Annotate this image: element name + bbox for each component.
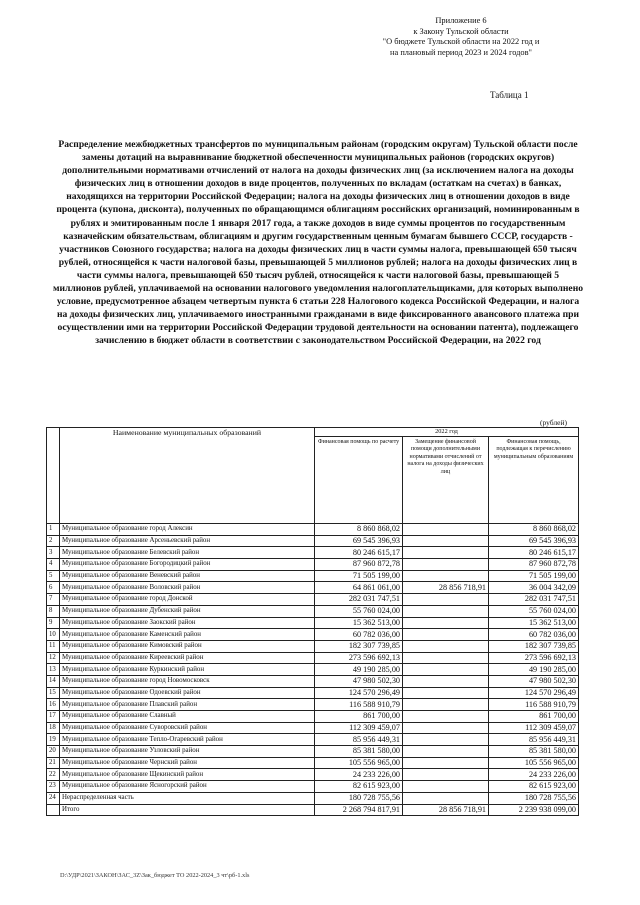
table-header-row bbox=[47, 428, 579, 437]
aid-to-transfer: 15 362 513,00 bbox=[489, 617, 579, 629]
aid-to-transfer: 36 004 342,09 bbox=[489, 582, 579, 594]
table-row bbox=[47, 757, 579, 769]
table-row bbox=[47, 524, 579, 536]
replacement-amount bbox=[403, 629, 489, 641]
aid-to-transfer: 55 760 024,00 bbox=[489, 605, 579, 617]
table-row bbox=[47, 570, 579, 582]
table-row bbox=[47, 617, 579, 629]
replacement-amount bbox=[403, 547, 489, 559]
municipality-name: Муниципальное образование Каменский район bbox=[60, 629, 315, 641]
row-number: 6 bbox=[47, 582, 60, 594]
replacement-amount bbox=[403, 769, 489, 781]
table-body bbox=[47, 524, 579, 816]
row-number: 21 bbox=[47, 757, 60, 769]
header-col-2: Замещение финансовой помощи дополнительными нормативами отчислений от налога на доходы физических лиц bbox=[403, 437, 489, 524]
aid-to-transfer: 116 588 910,79 bbox=[489, 699, 579, 711]
row-number: 5 bbox=[47, 570, 60, 582]
calculated-aid: 861 700,00 bbox=[315, 711, 403, 723]
calculated-aid: 24 233 226,00 bbox=[315, 769, 403, 781]
table-row bbox=[47, 582, 579, 594]
replacement-amount bbox=[403, 757, 489, 769]
municipality-name: Муниципальное образование город Новомосковск bbox=[60, 675, 315, 687]
table-row bbox=[47, 605, 579, 617]
aid-to-transfer: 69 545 396,93 bbox=[489, 535, 579, 547]
row-number: 23 bbox=[47, 781, 60, 793]
municipality-name: Муниципальное образование Славный bbox=[60, 711, 315, 723]
header-col-3: Финансовая помощь, подлежащая к перечислению муниципальным образованиям bbox=[489, 437, 579, 524]
table-label: Таблица 1 bbox=[490, 90, 529, 100]
document-title: Распределение межбюджетных трансфертов по муниципальным районам (городским округам) Тульской области после замены дотаций на выравнивание бюджетной обеспеченности муниципальных районов (городских округов) дополнительными нормативами отчислений от налога на доходы физических лиц (за исключением налога на доходы физических лиц в отношении доходов в виде процентов, полученных по вкладам (остаткам на счетах) в банках, находящихся на территории Российской Федерации; налога на доходы физических лиц в отношении доходов в виде процента (купона, дисконта), полученных по обращающимся облигациям российских организаций, номинированным в рублях и эмитированным после 1 января 2017 года, а также доходов в виде суммы процентов по государственным казначейским обязательствам, облигациям и другим государственным ценным бумагам бывшего СССР, государств - участников Союзного государства; налога на доходы физических лиц в части суммы налога, превышающей 650 тысяч рублей, относящейся к части налоговой базы, превышающей 5 миллионов рублей; налога на доходы физических лиц в части суммы налога, превышающей 650 тысяч рублей, относящейся к части налоговой базы, превышающей 5 миллионов рублей, уплачиваемой на основании налогового уведомления налогоплательщиками, для которых выполнено условие, предусмотренное абзацем четвертым пункта 6 статьи 228 Налогового кодекса Российской Федерации, и налога на доходы физических лиц, уплачиваемого иностранными гражданами в виде фиксированного авансового платежа при осуществлении ими на территории Российской Федерации трудовой деятельности на основании патента), подлежащего зачислению в бюджет области в соответствии с законодательством Российской Федерации, на 2022 год bbox=[52, 139, 584, 347]
row-number: 17 bbox=[47, 711, 60, 723]
aid-to-transfer: 49 190 285,00 bbox=[489, 664, 579, 676]
footer-file-path: D:\УДР\2021\ЗАКОН\ЗАС_3Z\Зак_бюджет ТО 2022-2024_3 чт\рб-1.xls bbox=[60, 872, 250, 879]
municipality-name: Муниципальное образование Воловский район bbox=[60, 582, 315, 594]
municipality-name: Муниципальное образование город Алексин bbox=[60, 524, 315, 536]
municipality-name: Муниципальное образование Белевский район bbox=[60, 547, 315, 559]
municipality-name: Муниципальное образование Дубенский район bbox=[60, 605, 315, 617]
municipality-name: Муниципальное образование Ясногорский район bbox=[60, 781, 315, 793]
table-row bbox=[47, 792, 579, 804]
calculated-aid: 15 362 513,00 bbox=[315, 617, 403, 629]
table-row bbox=[47, 746, 579, 758]
calculated-aid: 64 861 061,00 bbox=[315, 582, 403, 594]
municipality-name: Муниципальное образование Тепло-Огаревский район bbox=[60, 734, 315, 746]
table-total-row bbox=[47, 804, 579, 816]
total-replacement-amount: 28 856 718,91 bbox=[403, 804, 489, 816]
calculated-aid: 8 860 868,02 bbox=[315, 524, 403, 536]
appendix-line-3: "О бюджете Тульской области на 2022 год и bbox=[382, 37, 540, 46]
replacement-amount bbox=[403, 652, 489, 664]
row-number: 15 bbox=[47, 687, 60, 699]
row-number: 7 bbox=[47, 594, 60, 606]
calculated-aid: 182 307 739,85 bbox=[315, 640, 403, 652]
replacement-amount bbox=[403, 734, 489, 746]
aid-to-transfer: 282 031 747,51 bbox=[489, 594, 579, 606]
replacement-amount bbox=[403, 722, 489, 734]
calculated-aid: 273 596 692,13 bbox=[315, 652, 403, 664]
aid-to-transfer: 71 505 199,00 bbox=[489, 570, 579, 582]
municipality-name: Муниципальное образование Чернский район bbox=[60, 757, 315, 769]
calculated-aid: 87 960 872,78 bbox=[315, 559, 403, 571]
header-year: 2022 год bbox=[315, 428, 579, 437]
appendix-line-1: Приложение 6 bbox=[435, 16, 487, 25]
aid-to-transfer: 87 960 872,78 bbox=[489, 559, 579, 571]
row-number: 11 bbox=[47, 640, 60, 652]
aid-to-transfer: 85 381 580,00 bbox=[489, 746, 579, 758]
calculated-aid: 80 246 615,17 bbox=[315, 547, 403, 559]
calculated-aid: 116 588 910,79 bbox=[315, 699, 403, 711]
replacement-amount bbox=[403, 792, 489, 804]
municipality-name: Муниципальное образование Щекинский район bbox=[60, 769, 315, 781]
table-row bbox=[47, 781, 579, 793]
appendix-line-2: к Закону Тульской области bbox=[413, 26, 509, 36]
table-row bbox=[47, 547, 579, 559]
total-number bbox=[47, 804, 60, 816]
municipality-name: Муниципальное образование Киреевский район bbox=[60, 652, 315, 664]
aid-to-transfer: 182 307 739,85 bbox=[489, 640, 579, 652]
table-row bbox=[47, 711, 579, 723]
row-number: 22 bbox=[47, 769, 60, 781]
calculated-aid: 124 570 296,49 bbox=[315, 687, 403, 699]
row-number: 20 bbox=[47, 746, 60, 758]
header-index-cell bbox=[47, 428, 60, 524]
aid-to-transfer: 24 233 226,00 bbox=[489, 769, 579, 781]
municipality-name: Муниципальное образование Суворовский район bbox=[60, 722, 315, 734]
municipality-name: Муниципальное образование Заокский район bbox=[60, 617, 315, 629]
municipality-name: Муниципальное образование Богородицкий район bbox=[60, 559, 315, 571]
total-aid-to-transfer: 2 239 938 099,00 bbox=[489, 804, 579, 816]
aid-to-transfer: 80 246 615,17 bbox=[489, 547, 579, 559]
calculated-aid: 180 728 755,56 bbox=[315, 792, 403, 804]
transfers-table bbox=[46, 427, 579, 816]
calculated-aid: 69 545 396,93 bbox=[315, 535, 403, 547]
row-number: 16 bbox=[47, 699, 60, 711]
row-number: 12 bbox=[47, 652, 60, 664]
header-col-1: Финансовая помощь по расчету bbox=[315, 437, 403, 524]
calculated-aid: 105 556 965,00 bbox=[315, 757, 403, 769]
table-row bbox=[47, 664, 579, 676]
municipality-name: Муниципальное образование Узловский район bbox=[60, 746, 315, 758]
replacement-amount bbox=[403, 535, 489, 547]
row-number: 4 bbox=[47, 559, 60, 571]
replacement-amount bbox=[403, 570, 489, 582]
appendix-block bbox=[330, 16, 592, 58]
table-row bbox=[47, 699, 579, 711]
table-row bbox=[47, 652, 579, 664]
table-row bbox=[47, 687, 579, 699]
replacement-amount bbox=[403, 664, 489, 676]
replacement-amount bbox=[403, 605, 489, 617]
row-number: 19 bbox=[47, 734, 60, 746]
municipality-name: Муниципальное образование Плавский район bbox=[60, 699, 315, 711]
municipality-name: Муниципальное образование город Донской bbox=[60, 594, 315, 606]
replacement-amount bbox=[403, 524, 489, 536]
replacement-amount: 28 856 718,91 bbox=[403, 582, 489, 594]
calculated-aid: 71 505 199,00 bbox=[315, 570, 403, 582]
replacement-amount bbox=[403, 559, 489, 571]
table-row bbox=[47, 734, 579, 746]
replacement-amount bbox=[403, 687, 489, 699]
aid-to-transfer: 47 980 502,30 bbox=[489, 675, 579, 687]
replacement-amount bbox=[403, 594, 489, 606]
aid-to-transfer: 85 956 449,31 bbox=[489, 734, 579, 746]
units-label: (рублей) bbox=[540, 418, 568, 427]
row-number: 10 bbox=[47, 629, 60, 641]
calculated-aid: 82 615 923,00 bbox=[315, 781, 403, 793]
calculated-aid: 85 956 449,31 bbox=[315, 734, 403, 746]
table-row bbox=[47, 722, 579, 734]
header-name: Наименование муниципальных образований bbox=[60, 428, 315, 524]
replacement-amount bbox=[403, 675, 489, 687]
aid-to-transfer: 273 596 692,13 bbox=[489, 652, 579, 664]
row-number: 1 bbox=[47, 524, 60, 536]
replacement-amount bbox=[403, 617, 489, 629]
table-row bbox=[47, 640, 579, 652]
table-row bbox=[47, 594, 579, 606]
aid-to-transfer: 180 728 755,56 bbox=[489, 792, 579, 804]
row-number: 24 bbox=[47, 792, 60, 804]
row-number: 3 bbox=[47, 547, 60, 559]
calculated-aid: 47 980 502,30 bbox=[315, 675, 403, 687]
row-number: 14 bbox=[47, 675, 60, 687]
table-row bbox=[47, 535, 579, 547]
municipality-name: Муниципальное образование Одоевский район bbox=[60, 687, 315, 699]
municipality-name: Муниципальное образование Веневский район bbox=[60, 570, 315, 582]
municipality-name: Муниципальное образование Арсеньевский район bbox=[60, 535, 315, 547]
table-row bbox=[47, 559, 579, 571]
replacement-amount bbox=[403, 781, 489, 793]
row-number: 8 bbox=[47, 605, 60, 617]
table-row bbox=[47, 769, 579, 781]
replacement-amount bbox=[403, 640, 489, 652]
municipality-name: Нераспределенная часть bbox=[60, 792, 315, 804]
aid-to-transfer: 112 309 459,07 bbox=[489, 722, 579, 734]
replacement-amount bbox=[403, 746, 489, 758]
aid-to-transfer: 105 556 965,00 bbox=[489, 757, 579, 769]
municipality-name: Муниципальное образование Кимовский район bbox=[60, 640, 315, 652]
calculated-aid: 112 309 459,07 bbox=[315, 722, 403, 734]
table-row bbox=[47, 629, 579, 641]
calculated-aid: 85 381 580,00 bbox=[315, 746, 403, 758]
table-row bbox=[47, 675, 579, 687]
replacement-amount bbox=[403, 699, 489, 711]
aid-to-transfer: 60 782 036,00 bbox=[489, 629, 579, 641]
total-calculated-aid: 2 268 794 817,91 bbox=[315, 804, 403, 816]
row-number: 9 bbox=[47, 617, 60, 629]
row-number: 13 bbox=[47, 664, 60, 676]
total-label: Итого bbox=[60, 804, 315, 816]
aid-to-transfer: 124 570 296,49 bbox=[489, 687, 579, 699]
replacement-amount bbox=[403, 711, 489, 723]
row-number: 2 bbox=[47, 535, 60, 547]
row-number: 18 bbox=[47, 722, 60, 734]
appendix-line-4: на плановый период 2023 и 2024 годов" bbox=[390, 47, 532, 57]
calculated-aid: 49 190 285,00 bbox=[315, 664, 403, 676]
calculated-aid: 60 782 036,00 bbox=[315, 629, 403, 641]
calculated-aid: 55 760 024,00 bbox=[315, 605, 403, 617]
aid-to-transfer: 8 860 868,02 bbox=[489, 524, 579, 536]
aid-to-transfer: 82 615 923,00 bbox=[489, 781, 579, 793]
calculated-aid: 282 031 747,51 bbox=[315, 594, 403, 606]
municipality-name: Муниципальное образование Куркинский район bbox=[60, 664, 315, 676]
aid-to-transfer: 861 700,00 bbox=[489, 711, 579, 723]
